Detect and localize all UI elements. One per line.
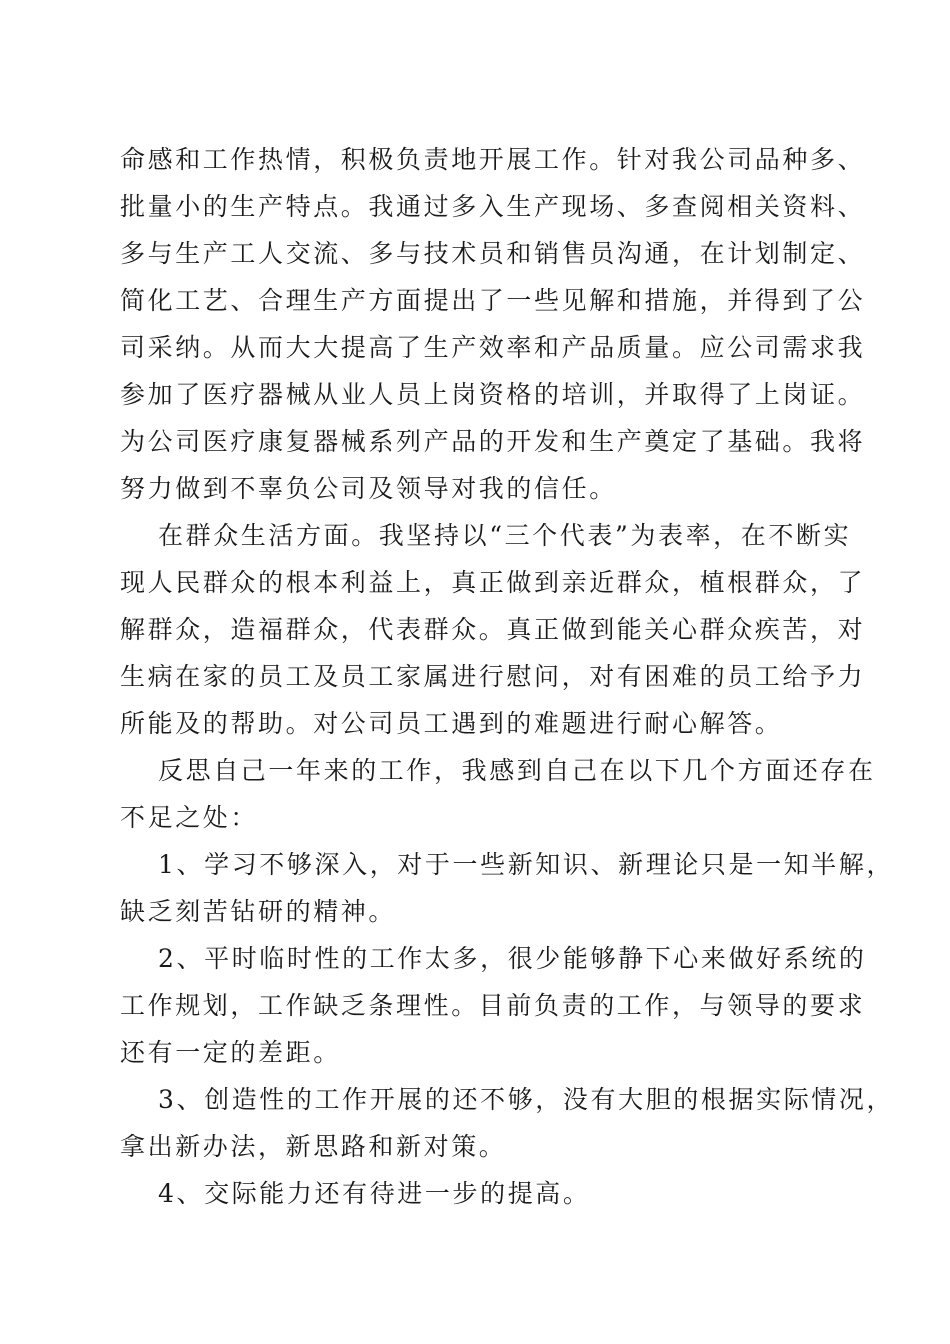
text-line: 拿出新办法，新思路和新对策。 — [120, 1132, 507, 1161]
text-line: 缺乏刻苦钻研的精神。 — [120, 897, 397, 926]
text-line: 工作规划，工作缺乏条理性。目前负责的工作，与领导的要求 — [120, 991, 866, 1020]
text-line: 参加了医疗器械从业人员上岗资格的培训，并取得了上岗证。 — [120, 380, 866, 409]
text-line: 为公司医疗康复器械系列产品的开发和生产奠定了基础。我将 — [120, 427, 866, 456]
list-item-3: 3、创造性的工作开展的还不够，没有大胆的根据实际情况， — [158, 1085, 895, 1114]
text-line: 所能及的帮助。对公司员工遇到的难题进行耐心解答。 — [120, 709, 783, 738]
list-item-4: 4、交际能力还有待进一步的提高。 — [158, 1179, 591, 1208]
list-item-2: 2、平时临时性的工作太多，很少能够静下心来做好系统的 — [158, 944, 867, 973]
paragraph-start-line: 反思自己一年来的工作，我感到自己在以下几个方面还存在 — [158, 756, 876, 785]
text-line: 多与生产工人交流、多与技术员和销售员沟通，在计划制定、 — [120, 239, 866, 268]
text-line: 生病在家的员工及员工家属进行慰问，对有困难的员工给予力 — [120, 662, 866, 691]
text-line: 不足之处： — [120, 803, 259, 832]
text-line: 解群众，造福群众，代表群众。真正做到能关心群众疾苦，对 — [120, 615, 866, 644]
text-line: 努力做到不辜负公司及领导对我的信任。 — [120, 474, 617, 503]
text-line: 还有一定的差距。 — [120, 1038, 341, 1067]
text-line: 批量小的生产特点。我通过多入生产现场、多查阅相关资料、 — [120, 192, 866, 221]
text-line: 司采纳。从而大大提高了生产效率和产品质量。应公司需求我 — [120, 333, 866, 362]
list-item-1: 1、学习不够深入，对于一些新知识、新理论只是一知半解， — [158, 850, 895, 879]
paragraph-start-line: 在群众生活方面。我坚持以“三个代表”为表率，在不断实 — [158, 521, 852, 550]
text-line: 现人民群众的根本利益上，真正做到亲近群众，植根群众，了 — [120, 568, 866, 597]
text-line: 命感和工作热情，积极负责地开展工作。针对我公司品种多、 — [120, 145, 866, 174]
text-line: 简化工艺、合理生产方面提出了一些见解和措施，并得到了公 — [120, 286, 866, 315]
